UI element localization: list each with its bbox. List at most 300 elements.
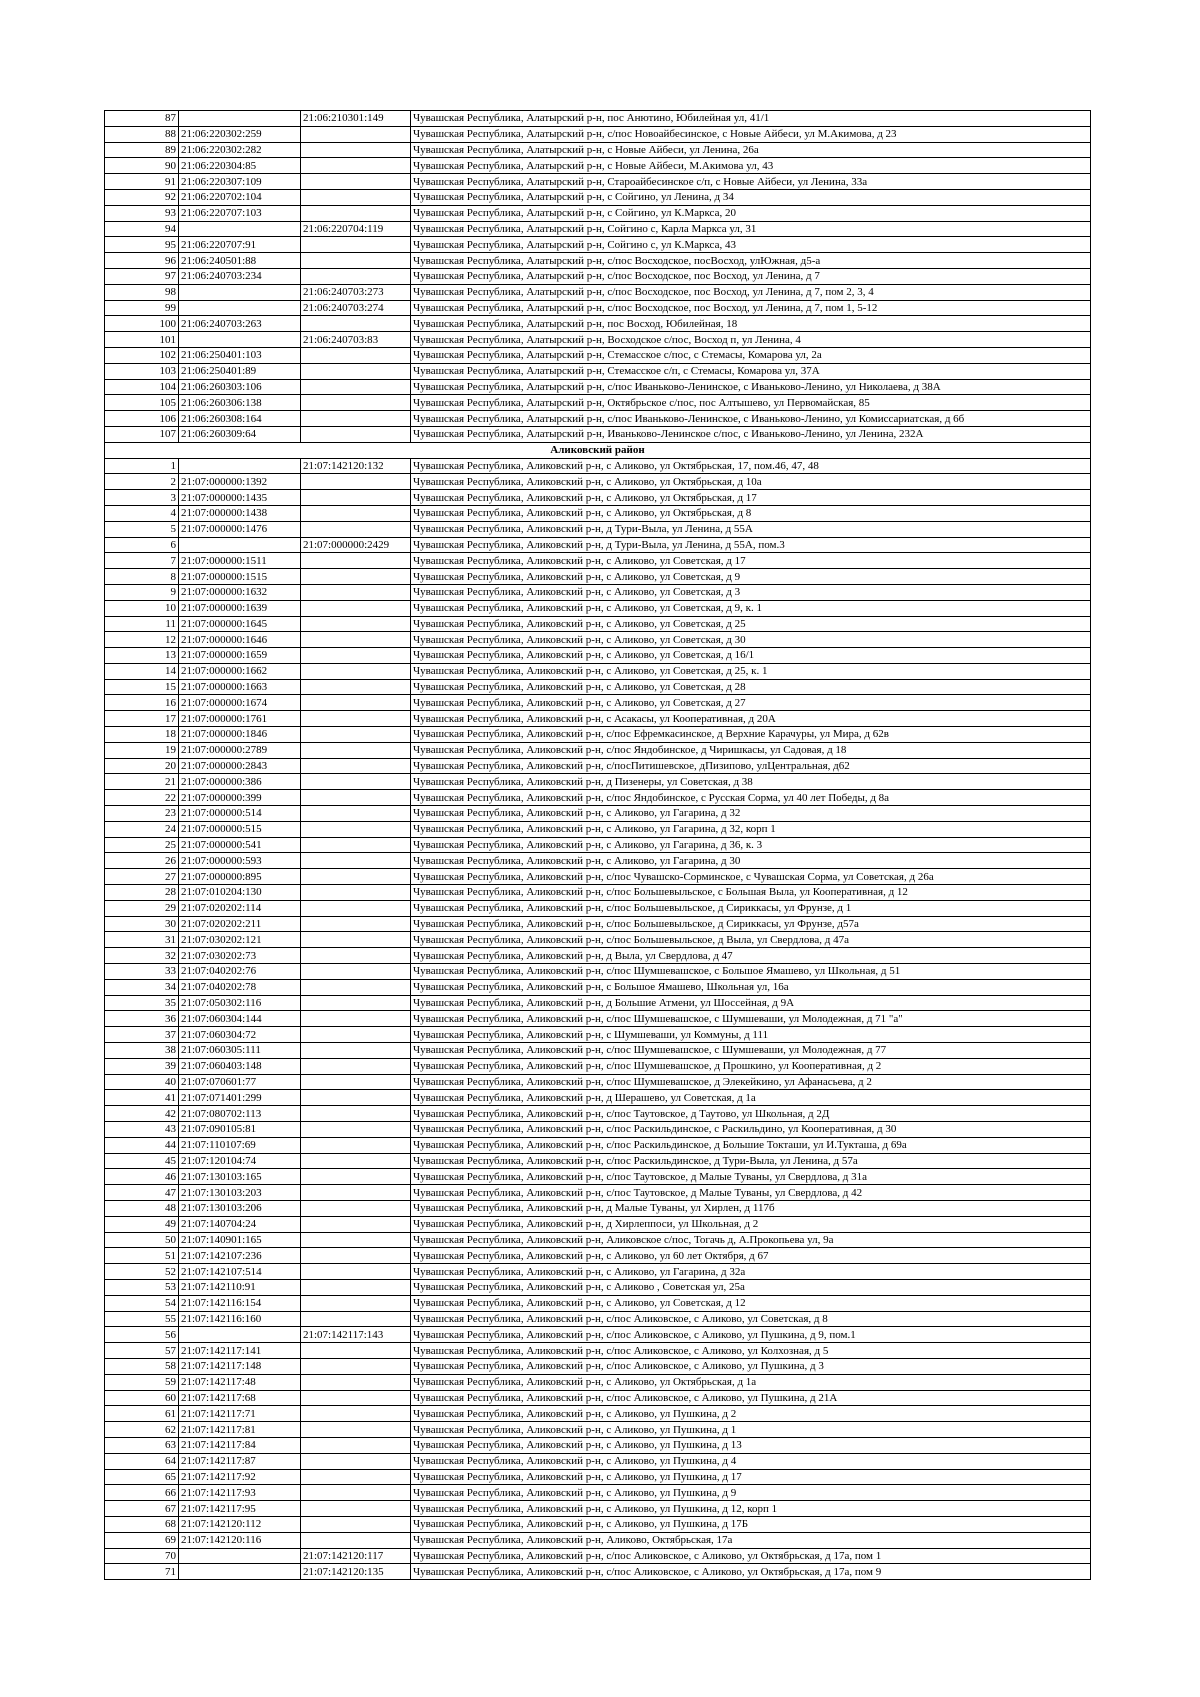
cadastral-number-building: 21:06:260303:106 [179,379,301,395]
cadastral-number-premises [301,1279,411,1295]
row-number: 19 [105,742,179,758]
cadastral-number-premises [301,1027,411,1043]
cadastral-number-building: 21:06:260308:164 [179,411,301,427]
table-row [105,553,1091,569]
cadastral-number-building: 21:07:142107:236 [179,1248,301,1264]
table-row [105,695,1091,711]
row-number: 100 [105,316,179,332]
cadastral-number-building: 21:07:000000:1846 [179,727,301,743]
cadastral-number-building: 21:06:240703:234 [179,268,301,284]
row-number: 95 [105,237,179,253]
address-cell: Чувашская Республика, Алатырский р-н, Староайбесинское с/п, с Новые Айбеси, ул Ленина, 33а [411,174,1091,190]
cadastral-number-building: 21:07:142116:154 [179,1295,301,1311]
row-number: 51 [105,1248,179,1264]
cadastral-number-building: 21:06:220702:104 [179,189,301,205]
row-number: 6 [105,537,179,553]
address-cell: Чувашская Республика, Аликовский р-н, с Шумшеваши, ул Коммуны, д 111 [411,1027,1091,1043]
cadastral-number-premises [301,837,411,853]
address-cell: Чувашская Республика, Аликовский р-н, с Аликово, ул Советская, д 9 [411,569,1091,585]
table-row [105,1564,1091,1580]
cadastral-number-building: 21:07:050302:116 [179,995,301,1011]
table-row [105,300,1091,316]
cadastral-number-premises [301,1043,411,1059]
address-cell: Чувашская Республика, Аликовский р-н, с Аликово, ул Пушкина, д 17Б [411,1516,1091,1532]
cadastral-number-premises [301,932,411,948]
address-cell: Чувашская Республика, Аликовский р-н, с/пос Большевыльское, д Сириккасы, ул Фрунзе, д 1 [411,900,1091,916]
table-row [105,490,1091,506]
address-cell: Чувашская Республика, Алатырский р-н, с/пос Новоайбесинское, с Новые Айбеси, ул М.Акимова, д 23 [411,126,1091,142]
cadastral-number-premises [301,1169,411,1185]
cadastral-number-premises: 21:06:220704:119 [301,221,411,237]
cadastral-number-building: 21:06:220307:109 [179,174,301,190]
row-number: 23 [105,806,179,822]
address-cell: Чувашская Республика, Алатырский р-н, с/пос Восходское, пос Восход, ул Ленина, д 7, пом 1, 5-12 [411,300,1091,316]
cadastral-number-premises [301,205,411,221]
address-cell: Чувашская Республика, Аликовский р-н, с/пос Таутовское, д Таутово, ул Школьная, д 2Д [411,1106,1091,1122]
cadastral-number-premises [301,632,411,648]
address-cell: Чувашская Республика, Алатырский р-н, с Новые Айбеси, М.Акимова ул, 43 [411,158,1091,174]
cadastral-number-building: 21:07:060403:148 [179,1058,301,1074]
row-number: 9 [105,584,179,600]
row-number: 58 [105,1358,179,1374]
table-row [105,806,1091,822]
address-cell: Чувашская Республика, Аликовский р-н, с Аликово , Советская ул, 25а [411,1279,1091,1295]
row-number: 49 [105,1216,179,1232]
cadastral-number-building: 21:07:000000:386 [179,774,301,790]
cadastral-number-premises [301,790,411,806]
row-number: 48 [105,1200,179,1216]
table-row [105,347,1091,363]
cadastral-number-premises [301,316,411,332]
cadastral-number-building: 21:07:000000:1438 [179,505,301,521]
row-number: 1 [105,458,179,474]
row-number: 64 [105,1453,179,1469]
address-cell: Чувашская Республика, Аликовский р-н, д Тури-Выла, ул Ленина, д 55А, пом.3 [411,537,1091,553]
address-cell: Чувашская Республика, Аликовский р-н, с Аликово, ул Советская, д 25 [411,616,1091,632]
row-number: 4 [105,505,179,521]
cadastral-number-premises [301,774,411,790]
cadastral-number-premises [301,1406,411,1422]
table-row [105,632,1091,648]
address-cell: Чувашская Республика, Аликовский р-н, д Пизенеры, ул Советская, д 38 [411,774,1091,790]
row-number: 103 [105,363,179,379]
address-cell: Чувашская Республика, Алатырский р-н, Стемасское с/п, с Стемасы, Комарова ул, 37А [411,363,1091,379]
cadastral-number-premises [301,553,411,569]
table-row [105,284,1091,300]
row-number: 69 [105,1532,179,1548]
cadastral-number-building: 21:07:000000:1761 [179,711,301,727]
table-row [105,1011,1091,1027]
address-cell: Чувашская Республика, Аликовский р-н, с Аликово, ул Гагарина, д 32 [411,806,1091,822]
cadastral-number-premises [301,268,411,284]
table-row [105,537,1091,553]
table-row [105,1279,1091,1295]
address-cell: Чувашская Республика, Аликовский р-н, с/пос Ефремкасинское, д Верхние Карачуры, ул Мира, д 62в [411,727,1091,743]
cadastral-number-premises [301,663,411,679]
table-row [105,174,1091,190]
row-number: 43 [105,1122,179,1138]
cadastral-number-building: 21:07:020202:114 [179,900,301,916]
section-title: Аликовский район [105,442,1091,458]
cadastral-number-premises [301,1501,411,1517]
table-row [105,1200,1091,1216]
cadastral-number-building: 21:07:140901:165 [179,1232,301,1248]
cadastral-number-building [179,300,301,316]
table-row [105,426,1091,442]
row-number: 15 [105,679,179,695]
table-row [105,1216,1091,1232]
cadastral-number-building: 21:07:060304:72 [179,1027,301,1043]
cadastral-number-building: 21:07:130103:206 [179,1200,301,1216]
address-cell: Чувашская Республика, Алатырский р-н, Сойгино с, ул К.Маркса, 43 [411,237,1091,253]
address-cell: Чувашская Республика, Аликовский р-н, д Хирлеппоси, ул Школьная, д 2 [411,1216,1091,1232]
row-number: 60 [105,1390,179,1406]
register-table-body [105,111,1091,1580]
row-number: 22 [105,790,179,806]
cadastral-number-building [179,111,301,127]
row-number: 44 [105,1137,179,1153]
cadastral-number-premises [301,600,411,616]
address-cell: Чувашская Республика, Аликовский р-н, д Шерашево, ул Советская, д 1а [411,1090,1091,1106]
address-cell: Чувашская Республика, Аликовский р-н, с Аликово, ул Советская, д 17 [411,553,1091,569]
row-number: 71 [105,1564,179,1580]
cadastral-number-building: 21:07:090105:81 [179,1122,301,1138]
address-cell: Чувашская Республика, Аликовский р-н, с/пос Раскильдинское, с Раскильдино, ул Кооперативная, д 30 [411,1122,1091,1138]
row-number: 36 [105,1011,179,1027]
cadastral-number-premises [301,742,411,758]
table-row [105,1516,1091,1532]
row-number: 94 [105,221,179,237]
cadastral-number-building: 21:07:142117:71 [179,1406,301,1422]
cadastral-number-premises [301,1216,411,1232]
cadastral-number-building: 21:07:040202:78 [179,979,301,995]
address-cell: Чувашская Республика, Аликовский р-н, д Выла, ул Свердлова, д 47 [411,948,1091,964]
cadastral-number-premises [301,1532,411,1548]
address-cell: Чувашская Республика, Аликовский р-н, с/пос Аликовское, с Аликово, ул Октябрьская, д 17а, пом 1 [411,1548,1091,1564]
table-row [105,742,1091,758]
address-cell: Чувашская Республика, Аликовский р-н, с Аликово, ул Советская, д 16/1 [411,648,1091,664]
row-number: 106 [105,411,179,427]
address-cell: Чувашская Республика, Аликовский р-н, с/пос Шумшевашское, д Прошкино, ул Кооперативная, д 2 [411,1058,1091,1074]
table-row [105,158,1091,174]
table-row [105,679,1091,695]
row-number: 98 [105,284,179,300]
table-row [105,1232,1091,1248]
row-number: 5 [105,521,179,537]
cadastral-number-premises [301,1011,411,1027]
cadastral-number-building [179,537,301,553]
cadastral-number-premises [301,1248,411,1264]
cadastral-number-building: 21:07:000000:541 [179,837,301,853]
cadastral-number-premises [301,711,411,727]
address-cell: Чувашская Республика, Аликовский р-н, с Аликово, ул Октябрьская, д 8 [411,505,1091,521]
row-number: 3 [105,490,179,506]
cadastral-number-building: 21:07:000000:593 [179,853,301,869]
cadastral-number-building: 21:06:240501:88 [179,253,301,269]
cadastral-number-premises [301,1264,411,1280]
cadastral-number-premises [301,1185,411,1201]
cadastral-number-premises [301,490,411,506]
table-row [105,569,1091,585]
cadastral-number-building: 21:07:000000:1645 [179,616,301,632]
address-cell: Чувашская Республика, Аликовский р-н, Аликово, Октябрьская, 17а [411,1532,1091,1548]
cadastral-number-premises: 21:06:210301:149 [301,111,411,127]
cadastral-number-building: 21:07:071401:299 [179,1090,301,1106]
table-row [105,1153,1091,1169]
cadastral-number-building: 21:07:142117:87 [179,1453,301,1469]
table-row [105,1169,1091,1185]
cadastral-number-premises [301,885,411,901]
row-number: 41 [105,1090,179,1106]
address-cell: Чувашская Республика, Аликовский р-н, с Аликово, ул Советская, д 27 [411,695,1091,711]
row-number: 55 [105,1311,179,1327]
address-cell: Чувашская Республика, Аликовский р-н, с Аликово, ул Советская, д 3 [411,584,1091,600]
table-row [105,774,1091,790]
table-row [105,395,1091,411]
table-row [105,1390,1091,1406]
table-row [105,1106,1091,1122]
cadastral-number-building: 21:07:142107:514 [179,1264,301,1280]
cadastral-number-building: 21:07:010204:130 [179,885,301,901]
address-cell: Чувашская Республика, Аликовский р-н, с Аликово, ул 60 лет Октября, д 67 [411,1248,1091,1264]
address-cell: Чувашская Республика, Алатырский р-н, пос Анютино, Юбилейная ул, 41/1 [411,111,1091,127]
cadastral-number-building: 21:07:142120:116 [179,1532,301,1548]
cadastral-number-building: 21:07:130103:165 [179,1169,301,1185]
table-row [105,126,1091,142]
table-row [105,1548,1091,1564]
row-number: 61 [105,1406,179,1422]
cadastral-number-premises [301,379,411,395]
cadastral-number-premises [301,1469,411,1485]
cadastral-number-premises [301,948,411,964]
cadastral-number-building: 21:07:142117:81 [179,1422,301,1438]
address-cell: Чувашская Республика, Аликовский р-н, с Большое Ямашево, Школьная ул, 16а [411,979,1091,995]
address-cell: Чувашская Республика, Аликовский р-н, с/пос Аликовское, с Аликово, ул Пушкина, д 9, пом.1 [411,1327,1091,1343]
table-row [105,648,1091,664]
row-number: 26 [105,853,179,869]
cadastral-number-building: 21:06:220302:259 [179,126,301,142]
address-cell: Чувашская Республика, Аликовский р-н, с/пос Раскильдинское, д Тури-Выла, ул Ленина, д 57а [411,1153,1091,1169]
cadastral-number-premises [301,869,411,885]
address-cell: Чувашская Республика, Аликовский р-н, с Аликово, ул Гагарина, д 32а [411,1264,1091,1280]
table-row [105,411,1091,427]
cadastral-number-premises [301,521,411,537]
address-cell: Чувашская Республика, Аликовский р-н, с Аликово, ул Советская, д 25, к. 1 [411,663,1091,679]
address-cell: Чувашская Республика, Аликовский р-н, с Аликово, ул Гагарина, д 36, к. 3 [411,837,1091,853]
address-cell: Чувашская Республика, Аликовский р-н, с/пос Шумшевашское, с Шумшеваши, ул Молодежная, д 71 "а" [411,1011,1091,1027]
cadastral-number-building: 21:07:142116:160 [179,1311,301,1327]
cadastral-number-building: 21:07:000000:1435 [179,490,301,506]
cadastral-number-building: 21:07:080702:113 [179,1106,301,1122]
table-row [105,379,1091,395]
address-cell: Чувашская Республика, Аликовский р-н, с/пос Большевыльское, д Выла, ул Свердлова, д 47а [411,932,1091,948]
table-row [105,616,1091,632]
table-row [105,189,1091,205]
cadastral-number-building: 21:06:220707:103 [179,205,301,221]
row-number: 20 [105,758,179,774]
address-cell: Чувашская Республика, Аликовский р-н, д Малые Туваны, ул Хирлен, д 117б [411,1200,1091,1216]
table-row [105,1532,1091,1548]
cadastral-number-premises [301,821,411,837]
cadastral-number-premises [301,1437,411,1453]
cadastral-number-building [179,1564,301,1580]
cadastral-number-premises [301,695,411,711]
row-number: 68 [105,1516,179,1532]
cadastral-number-premises [301,1311,411,1327]
cadastral-number-building: 21:07:070601:77 [179,1074,301,1090]
address-cell: Чувашская Республика, Аликовский р-н, с/пос Аликовское, с Аликово, ул Колхозная, д 5 [411,1343,1091,1359]
address-cell: Чувашская Республика, Аликовский р-н, с Аликово, ул Пушкина, д 4 [411,1453,1091,1469]
row-number: 11 [105,616,179,632]
address-cell: Чувашская Республика, Аликовский р-н, с/пос Шумшевашское, д Элекейкино, ул Афанасьева, д 2 [411,1074,1091,1090]
cadastral-number-building: 21:07:142117:92 [179,1469,301,1485]
row-number: 101 [105,332,179,348]
table-row [105,1264,1091,1280]
cadastral-number-building: 21:07:020202:211 [179,916,301,932]
cadastral-number-building: 21:07:142120:112 [179,1516,301,1532]
cadastral-number-premises [301,758,411,774]
table-row [105,979,1091,995]
cadastral-number-building: 21:07:142117:95 [179,1501,301,1517]
cadastral-number-premises [301,142,411,158]
cadastral-number-premises [301,979,411,995]
cadastral-number-premises [301,1200,411,1216]
cadastral-number-premises: 21:07:142120:135 [301,1564,411,1580]
row-number: 18 [105,727,179,743]
cadastral-number-premises: 21:07:142117:143 [301,1327,411,1343]
row-number: 17 [105,711,179,727]
address-cell: Чувашская Республика, Аликовский р-н, с/пос Чувашско-Сорминское, с Чувашская Сорма, ул Советская, д 26а [411,869,1091,885]
address-cell: Чувашская Республика, Алатырский р-н, с/пос Восходское, пос Восход, ул Ленина, д 7 [411,268,1091,284]
table-row [105,1501,1091,1517]
cadastral-number-building: 21:06:220707:91 [179,237,301,253]
table-row [105,821,1091,837]
cadastral-number-premises [301,426,411,442]
table-row [105,711,1091,727]
table-row [105,758,1091,774]
table-row [105,727,1091,743]
row-number: 32 [105,948,179,964]
address-cell: Чувашская Республика, Алатырский р-н, Октябрьское с/пос, пос Алтышево, ул Первомайская, 85 [411,395,1091,411]
address-cell: Чувашская Республика, Аликовский р-н, с Аликово, ул Пушкина, д 2 [411,1406,1091,1422]
row-number: 54 [105,1295,179,1311]
cadastral-number-premises [301,1390,411,1406]
cadastral-number-premises [301,1232,411,1248]
cadastral-number-premises: 21:07:142120:117 [301,1548,411,1564]
row-number: 42 [105,1106,179,1122]
cadastral-number-premises [301,174,411,190]
table-row [105,221,1091,237]
row-number: 59 [105,1374,179,1390]
cadastral-number-building: 21:07:030202:121 [179,932,301,948]
row-number: 7 [105,553,179,569]
table-row [105,237,1091,253]
cadastral-number-building: 21:07:000000:515 [179,821,301,837]
table-row [105,995,1091,1011]
cadastral-number-building: 21:07:060305:111 [179,1043,301,1059]
cadastral-number-premises [301,1422,411,1438]
address-cell: Чувашская Республика, Аликовский р-н, с/пос Яндобинское, с Русская Сорма, ул 40 лет Победы, д 8а [411,790,1091,806]
cadastral-number-building: 21:07:000000:514 [179,806,301,822]
address-cell: Чувашская Республика, Аликовский р-н, с/пос Аликовское, с Аликово, ул Октябрьская, д 17а, пом 9 [411,1564,1091,1580]
cadastral-number-premises [301,395,411,411]
address-cell: Чувашская Республика, Алатырский р-н, пос Восход, Юбилейная, 18 [411,316,1091,332]
row-number: 99 [105,300,179,316]
address-cell: Чувашская Республика, Аликовский р-н, с Аликово, ул Гагарина, д 32, корп 1 [411,821,1091,837]
row-number: 50 [105,1232,179,1248]
cadastral-number-building: 21:07:120104:74 [179,1153,301,1169]
table-row [105,505,1091,521]
address-cell: Чувашская Республика, Алатырский р-н, с/пос Восходское, посВосход, улЮжная, д5-а [411,253,1091,269]
table-row [105,1358,1091,1374]
cadastral-number-premises [301,1374,411,1390]
cadastral-number-premises [301,964,411,980]
table-row [105,363,1091,379]
cadastral-number-building [179,284,301,300]
address-cell: Чувашская Республика, Алатырский р-н, с/пос Иваньково-Ленинское, с Иваньково-Ленино, ул Николаева, д 38А [411,379,1091,395]
address-cell: Чувашская Республика, Алатырский р-н, Восходское с/пос, Восход п, ул Ленина, 4 [411,332,1091,348]
row-number: 105 [105,395,179,411]
table-row [105,1469,1091,1485]
cadastral-number-premises [301,411,411,427]
table-row [105,663,1091,679]
row-number: 46 [105,1169,179,1185]
address-cell: Чувашская Республика, Аликовский р-н, с Аликово, ул Пушкина, д 1 [411,1422,1091,1438]
table-row [105,1327,1091,1343]
cadastral-number-premises: 21:06:240703:274 [301,300,411,316]
table-row [105,1295,1091,1311]
row-number: 16 [105,695,179,711]
row-number: 40 [105,1074,179,1090]
table-row [105,1027,1091,1043]
row-number: 93 [105,205,179,221]
row-number: 96 [105,253,179,269]
cadastral-number-premises: 21:07:142120:132 [301,458,411,474]
cadastral-number-premises [301,853,411,869]
cadastral-number-premises [301,900,411,916]
row-number: 89 [105,142,179,158]
cadastral-number-building: 21:07:000000:1632 [179,584,301,600]
table-row [105,458,1091,474]
row-number: 65 [105,1469,179,1485]
table-row [105,869,1091,885]
table-row [105,142,1091,158]
row-number: 67 [105,1501,179,1517]
address-cell: Чувашская Республика, Аликовский р-н, с/пос Аликовское, с Аликово, ул Советская, д 8 [411,1311,1091,1327]
address-cell: Чувашская Республика, Аликовский р-н, с/пос Шумшевашское, с Большое Ямашево, ул Школьная, д 51 [411,964,1091,980]
table-row [105,205,1091,221]
cadastral-number-premises [301,916,411,932]
cadastral-number-premises: 21:07:000000:2429 [301,537,411,553]
row-number: 104 [105,379,179,395]
row-number: 92 [105,189,179,205]
table-row [105,521,1091,537]
cadastral-number-building: 21:07:000000:1476 [179,521,301,537]
row-number: 30 [105,916,179,932]
cadastral-number-building [179,458,301,474]
address-cell: Чувашская Республика, Алатырский р-н, с/пос Восходское, пос Восход, ул Ленина, д 7, пом 2, 3, 4 [411,284,1091,300]
cadastral-number-premises [301,584,411,600]
row-number: 52 [105,1264,179,1280]
cadastral-number-building: 21:07:142117:48 [179,1374,301,1390]
cadastral-number-building [179,1548,301,1564]
row-number: 47 [105,1185,179,1201]
address-cell: Чувашская Республика, Аликовский р-н, с/пос Раскильдинское, д Большие Токташи, ул И.Тукташа, д 69а [411,1137,1091,1153]
table-row [105,900,1091,916]
cadastral-number-premises [301,505,411,521]
table-row [105,111,1091,127]
address-cell: Чувашская Республика, Аликовский р-н, с Аликово, ул Октябрьская, д 1а [411,1374,1091,1390]
